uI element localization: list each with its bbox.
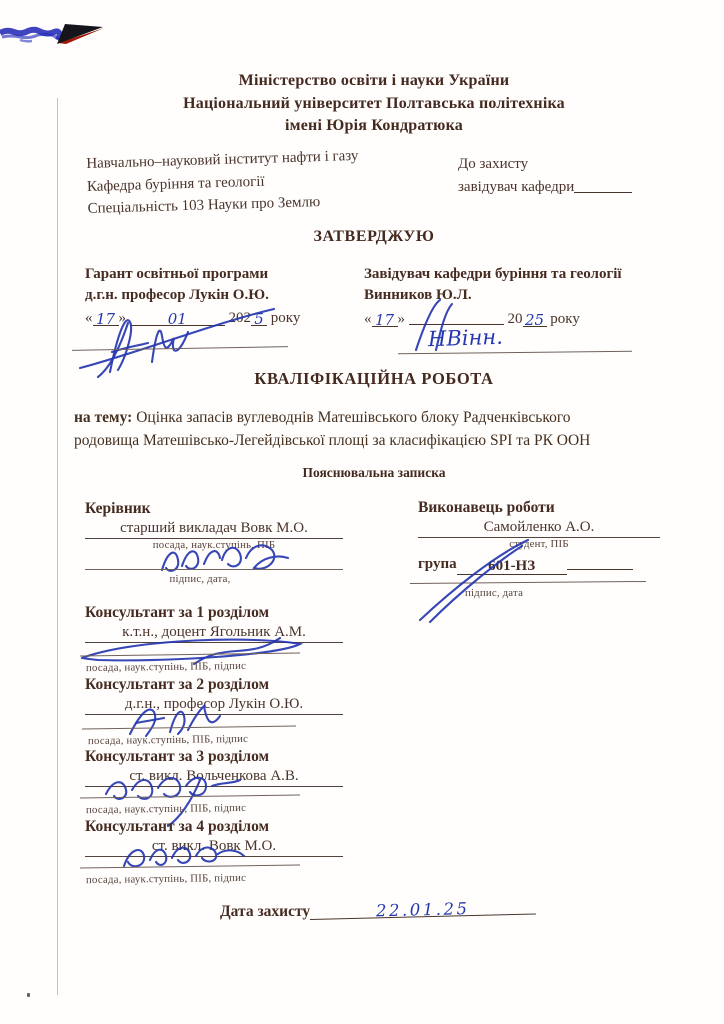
consultant-4-signature-line [80, 864, 300, 868]
supervisor-block [85, 500, 343, 551]
handwritten-year-digits: 25 [524, 311, 545, 329]
handwritten-defense-date: 22.01.25 [375, 899, 470, 921]
consultant-4-name-line: ст. викл. Вовк М.О. [85, 838, 343, 857]
handwritten-year-digit: 5 [254, 310, 264, 328]
day-blank [93, 309, 119, 326]
head-of-department-role-line: Завідувач кафедри буріння та геології [364, 266, 622, 282]
group-blank-tail [567, 553, 633, 570]
defense-date-line [220, 899, 536, 921]
supervisor-caption1: посада, наук.ступінь, ПІБ [152, 539, 276, 551]
approval-right-date-line: « 17 » 20 25 року [364, 308, 684, 330]
consultant-1-block [85, 604, 343, 643]
university-line: Національний університет Полтавська політехніка [183, 94, 565, 112]
binding-corner-mark [0, 14, 120, 70]
institute-info-block [86, 145, 360, 221]
department-line: Кафедра буріння та геології [86, 173, 265, 195]
day-blank [372, 310, 398, 327]
supervisor-signature-line [85, 569, 343, 570]
executor-signature-line [410, 581, 646, 584]
handwritten-day: 17 [95, 310, 116, 328]
head-of-department-name-line: Винников Ю.Л. [364, 287, 472, 303]
consultant-3-signature-line [80, 794, 300, 798]
consultant-2-label: Консультант за 2 розділом [85, 676, 270, 693]
group-line: група 601-НЗ [418, 553, 660, 575]
executor-label: Виконавець роботи [418, 499, 555, 516]
university-name-line: імені Юрія Кондратюка [285, 117, 463, 134]
guarantor-role-line: Гарант освітньої програми [85, 266, 269, 282]
theme-line2: родовища Матешівсько-Легейдівської площі за класифікацією SPI та РК ООН [74, 432, 591, 449]
scan-speck [27, 993, 30, 997]
defense-note-block [458, 153, 632, 198]
work-title-heading: КВАЛІФІКАЦІЙНА РОБОТА [254, 369, 494, 388]
year-blank [251, 309, 267, 326]
consultant-4-label: Консультант за 4 розділом [85, 818, 270, 835]
guarantor-name-line: д.г.н. професор Лукін О.Ю. [85, 287, 269, 303]
head-signature-text: НВінн. [427, 324, 504, 352]
consultant-4-block [85, 818, 343, 857]
consultant-1-caption: посада, наук.ступінь, ПІБ, підпис [85, 659, 247, 675]
document-header [60, 70, 688, 138]
ministry-line: Міністерство освіти і науки України [238, 72, 510, 89]
consultant-3-label: Консультант за 3 розділом [85, 748, 270, 765]
month-blank [409, 308, 504, 325]
consultant-1-name-line: к.т.н., доцент Ягольник А.М. [85, 624, 343, 643]
consultant-4-caption: посада, наук.ступінь, ПІБ, підпис [85, 871, 247, 887]
month-blank [130, 309, 225, 326]
theme-line1: на тему: Оцінка запасів вуглеводнів Матешівського блоку Радченківського [74, 409, 571, 426]
supervisor-caption2: підпис, дата, [169, 573, 231, 585]
executor-name-line: Самойленко А.О. [418, 519, 660, 538]
head-signature-blank [574, 176, 632, 193]
defense-date-blank [310, 897, 536, 920]
group-value: 601-НЗ [488, 558, 536, 574]
consultant-2-signature-line [82, 726, 296, 730]
approval-left-block [85, 264, 375, 329]
consultant-2-block [85, 676, 343, 715]
executor-caption2: підпис, дата [465, 587, 524, 599]
supervisor-name-line: старший викладач Вовк М.О. [85, 520, 343, 539]
consultant-2-name-line: д.г.н., професор Лукін О.Ю. [85, 696, 343, 715]
consultant-3-name-line: ст. викл. Вольченкова А.В. [85, 768, 343, 787]
consultant-2-caption: посада, наук.ступінь, ПІБ, підпис [87, 732, 249, 748]
group-blank [457, 558, 567, 575]
year-blank [523, 310, 547, 327]
consultant-1-signature-line [80, 652, 300, 656]
approval-right-block [364, 264, 684, 330]
consultant-3-block [85, 748, 343, 787]
theme-paragraph [74, 406, 688, 452]
approve-heading: ЗАТВЕРДЖУЮ [313, 228, 435, 245]
handwritten-day: 17 [374, 311, 395, 329]
defense-date-label: Дата захисту [220, 903, 311, 920]
defense-note-line1: До захисту [458, 156, 529, 172]
consultant-1-label: Консультант за 1 розділом [85, 604, 270, 621]
specialty-line: Спеціальність 103 Науки про Землю [87, 194, 321, 217]
executor-block [418, 499, 660, 575]
page-scan-edge-line [57, 98, 58, 995]
explanatory-note-subtitle: Пояснювальна записка [302, 465, 446, 480]
approval-right-signature-line [398, 351, 632, 354]
executor-caption1: студент, ПІБ [509, 538, 569, 550]
theme-label: на тему: [74, 409, 133, 426]
approval-left-date-line: « 17 » 01 202 5 року [85, 310, 301, 328]
handwritten-month: 01 [167, 310, 187, 328]
institute-line: Навчально–науковий інститут нафти і газу [86, 147, 359, 172]
consultant-3-caption: посада, наук.ступінь, ПІБ, підпис [85, 801, 247, 817]
approval-left-signature-line [72, 346, 288, 351]
defense-note-line2: завідувач кафедри [458, 176, 632, 199]
supervisor-label: Керівник [85, 500, 151, 517]
